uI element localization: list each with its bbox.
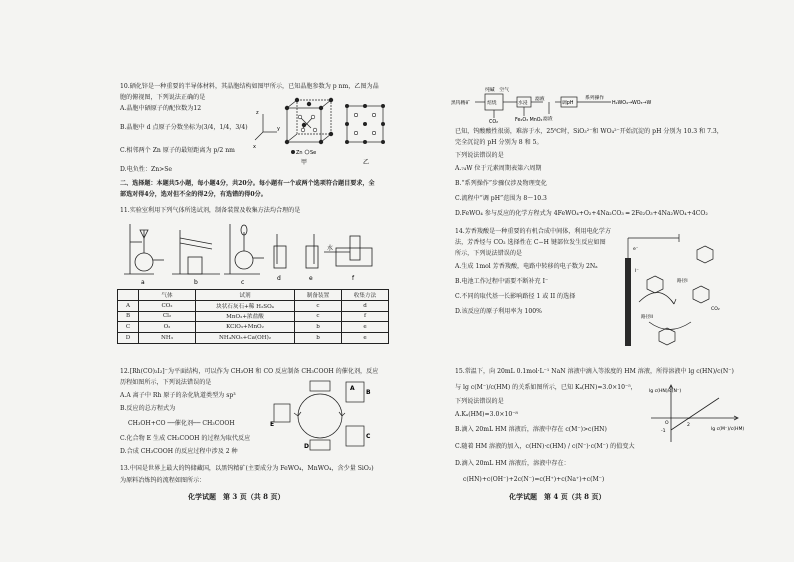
graph-ylabel: lg c(HN)/c(N⁻) <box>649 389 682 394</box>
q13-option-a: A.₇₄W 位于元素周期表第六周期 <box>455 165 542 172</box>
flow-byproduct-oxides: Fe₂O₃ MnO₂ <box>515 118 543 123</box>
flow-box-ph: 调pH <box>562 101 574 106</box>
table-cell: c <box>295 311 342 322</box>
q13-option-c: C.流程中“调 pH”范围为 8～10.3 <box>455 195 547 202</box>
table-header <box>118 290 139 301</box>
table-cell: MnO₂+浓盐酸 <box>196 311 295 322</box>
table-cell: 块状石灰石+稀 H₂SO₄ <box>196 300 295 311</box>
q12-option-b: B.反应的总方程式为 <box>120 405 176 412</box>
iodide-label: I⁻ <box>635 269 639 274</box>
table-cell: KClO₃+MnO₂ <box>196 322 295 333</box>
q14-line-2: 法，芳香烃与 CO₂ 选择性在 C−H 键部位发生反应如图 <box>455 239 606 246</box>
label-yi: 乙 <box>363 159 370 166</box>
electrode-icon <box>625 258 631 346</box>
q15-line-2: 与 lg c(M⁻)/c(HM) 的关系如图所示，已知 Kₐ(HN)=3.0×10⁻⁵， <box>455 384 637 391</box>
axis-z-label: z <box>256 110 259 116</box>
q13-option-d: D.FeWO₄ 参与反应的化学方程式为 4FeWO₄+O₂+4Na₂CO₃ ═ 2Fe₂O₃+4Na₂WO₄+4CO₂ <box>455 210 708 217</box>
table-cell: C <box>118 322 139 333</box>
table-row <box>118 322 389 333</box>
q13-given-line-1: 已知，钨酸酸性很弱，难溶于水，25℃时，SiO₃²⁻和 WO₄²⁻开始沉淀的 pH 分别为 10.3 和 7.3， <box>455 128 723 135</box>
q14-option-c: C.不同的取代基一长影响路径 1 或 II 的选择 <box>455 293 576 300</box>
apparatus-e-label: e <box>309 275 313 282</box>
q13-option-b: B.“系列操作”步骤仅涉及物理变化 <box>455 180 547 187</box>
path-2-label: 路径II <box>641 315 653 320</box>
q15-option-d-equation: c(HN)+c(OH⁻)+2c(N⁻)=c(H⁺)+c(Na⁺)+c(M⁻) <box>463 476 605 483</box>
legend-se: Se <box>310 150 317 156</box>
q13-line-2: 为原料冶炼钨的流程如图所示： <box>120 477 206 484</box>
flow-raw-label: 黑钨精矿 <box>451 101 471 106</box>
species-e-label: E <box>270 421 275 428</box>
table-row <box>118 333 389 344</box>
q12-option-d: D.合成 CH₃COOH 的反应过程中涉及 2 种 <box>120 448 238 455</box>
flow-step-filtrate: 滤液 <box>535 97 545 102</box>
q13-prompt: 下列说法错误的是 <box>455 152 504 159</box>
table-cell: e <box>342 322 389 333</box>
q14-electrochem-figure <box>619 232 729 350</box>
q15-option-a: A.Kₐ(HM)=3.0×10⁻⁸ <box>455 411 518 418</box>
legend-zn: Zn <box>296 150 303 156</box>
page-footer-right: 化学试题 第 4 页（共 8 页） <box>509 492 606 501</box>
apparatus-c-label: c <box>241 279 245 286</box>
flow-byproduct-residue: 滤渣 <box>543 117 553 122</box>
table-cell: NH₃ <box>139 333 196 344</box>
q12-catalytic-cycle-figure <box>270 380 370 452</box>
apparatus-a-label: a <box>141 279 145 286</box>
table-header: 试剂 <box>196 290 295 301</box>
flow-product: H₂WO₄→WO₃→W <box>612 101 652 106</box>
apparatus-b-label: b <box>194 279 198 286</box>
co2-label: CO₂ <box>711 307 720 312</box>
label-jia: 甲 <box>301 159 308 166</box>
q12-line-1: 12.[Rh(CO)₂I₂]⁻为平面结构，可以作为 CH₃OH 和 CO 反应制备 CH₃COOH 的催化剂，反应 <box>120 368 379 375</box>
flow-input-top: 纯碱 空气 <box>485 88 509 93</box>
table-cell: Cl₂ <box>139 311 196 322</box>
q11-stem: 11.实验室利用下列气体所选试剂，制备装置及收集方法均合理的是 <box>120 207 301 214</box>
q14-line-3: 所示，下列说法错误的是 <box>455 250 523 257</box>
q11-table <box>117 289 389 344</box>
cube-jia <box>287 100 331 142</box>
species-a-label: A <box>350 385 355 392</box>
q13-flow-diagram <box>451 88 711 124</box>
q15-prompt: 下列说法错误的是 <box>455 398 504 405</box>
graph-xlabel: lg c(M⁻)/c(HM) <box>711 427 745 432</box>
q15-option-c: C.随着 HM 溶液的加入，c(HN)·c(HM) / c(N⁻)·c(M⁻) 的值变大 <box>455 443 635 450</box>
q13-line-1: 13.中国是世界上最大的钨储藏国，以黑钨精矿(主要成分为 FeWO₄，MnWO₄，含少量 SiO₂) <box>120 465 374 472</box>
section2-line-1: 二、选择题：本题共5小题，每小题4分，共20分。每小题有一个或两个选项符合题目要求，全 <box>120 180 375 187</box>
table-cell: CO₂ <box>139 300 196 311</box>
right-page <box>397 0 794 562</box>
q12-option-a: A.A 离子中 Rh 原子的杂化轨道类型为 sp³ <box>120 392 236 399</box>
axis-y-label: y <box>277 126 280 132</box>
table-header: 制备装置 <box>295 290 342 301</box>
flow-byproduct-co2: CO₂ <box>489 120 499 125</box>
page-footer-left: 化学试题 第 3 页（共 8 页） <box>188 492 285 501</box>
q12-line-2: 历程如图所示，下列说法错误的是 <box>120 379 212 386</box>
species-d-label: D <box>304 443 309 450</box>
q10-line-1: 10.硒化锌是一种重要的半导体材料，其晶胞结构如图甲所示，已知晶胞参数为 p nm，乙图为晶 <box>120 83 379 90</box>
q10-line-2: 胞的俯视图，下列说法正确的是 <box>120 94 206 101</box>
table-cell: d <box>342 300 389 311</box>
axis-icon <box>255 114 277 140</box>
flow-step-series: 系列操作 <box>585 96 605 101</box>
table-header-row <box>118 290 389 301</box>
q15-option-d: D.滴入 20mL HM 溶液后，溶液中存在： <box>455 460 570 467</box>
q14-option-d: D.该反应的原子利用率为 100% <box>455 308 542 315</box>
q15-graph <box>649 382 745 444</box>
axis-x-label: x <box>253 144 256 150</box>
electron-label: e⁻ <box>633 247 639 252</box>
table-row <box>118 311 389 322</box>
section2-line-2: 部选对得4分，选对但不全的得2分，有选错的得0分。 <box>120 191 267 198</box>
graph-tick-x: 2 <box>687 423 690 428</box>
table-cell: b <box>295 333 342 344</box>
table-row <box>118 300 389 311</box>
q10-option-d: D.电负性：Zn>Se <box>120 166 173 173</box>
flow-box-leach: 水浸 <box>518 101 528 106</box>
q12-option-c: C.化合物 E 生成 CH₃COOH 的过程为取代反应 <box>120 435 251 442</box>
species-c-label: C <box>366 433 371 440</box>
table-cell: O₂ <box>139 322 196 333</box>
water-label: 水 <box>327 245 334 252</box>
table-cell: D <box>118 333 139 344</box>
table-cell: f <box>342 311 389 322</box>
table-cell: NH₄NO₃+Ca(OH)₂ <box>196 333 295 344</box>
table-header: 气体 <box>139 290 196 301</box>
table-cell: B <box>118 311 139 322</box>
q14-option-b: B.电池工作过程中需要不断补充 I⁻ <box>455 278 549 285</box>
q10-option-a: A.晶胞中硒原子的配位数为12 <box>120 105 202 112</box>
q10-crystal-figure <box>255 92 395 172</box>
q14-line-1: 14.芳香羧酸是一种重要的有机合成中间体，利用电化学方 <box>455 228 611 235</box>
q13-given-line-2: 完全沉淀的 pH 分别为 8 和 5。 <box>455 139 543 146</box>
graph-tick-y: -1 <box>661 429 666 434</box>
q10-option-b: B.晶胞中 d 点原子分数坐标为(3/4，1/4，3/4) <box>120 124 248 131</box>
flow-box-roast: 焙烧 <box>487 101 497 106</box>
graph-origin: O <box>665 421 669 426</box>
q15-line-1: 15.常温下，向 20mL 0.1mol·L⁻¹ NaN 溶液中滴入等浓度的 HM 溶液，所得溶液中 lg c(HN)/c(N⁻) <box>455 368 734 375</box>
table-header: 收集方法 <box>342 290 389 301</box>
apparatus-d-label: d <box>277 275 281 282</box>
table-cell: c <box>295 300 342 311</box>
q12-equation: CH₃OH+CO ──催化剂── CH₃COOH <box>128 420 235 427</box>
q14-option-a: A.生成 1mol 芳香羧酸，电路中转移的电子数为 2Nₐ <box>455 263 598 270</box>
table-cell: b <box>295 322 342 333</box>
species-b-label: B <box>366 389 371 396</box>
q15-option-b: B.滴入 20mL HM 溶液后，溶液中存在 c(M⁻)>c(HN) <box>455 426 607 433</box>
table-cell: A <box>118 300 139 311</box>
path-1-label: 路径I <box>677 279 688 284</box>
q11-apparatus-figure <box>124 222 379 287</box>
table-cell: e <box>342 333 389 344</box>
apparatus-f-label: f <box>352 275 355 282</box>
q10-option-c: C.相邻两个 Zn 原子的最短距离为 p/2 nm <box>120 147 235 154</box>
